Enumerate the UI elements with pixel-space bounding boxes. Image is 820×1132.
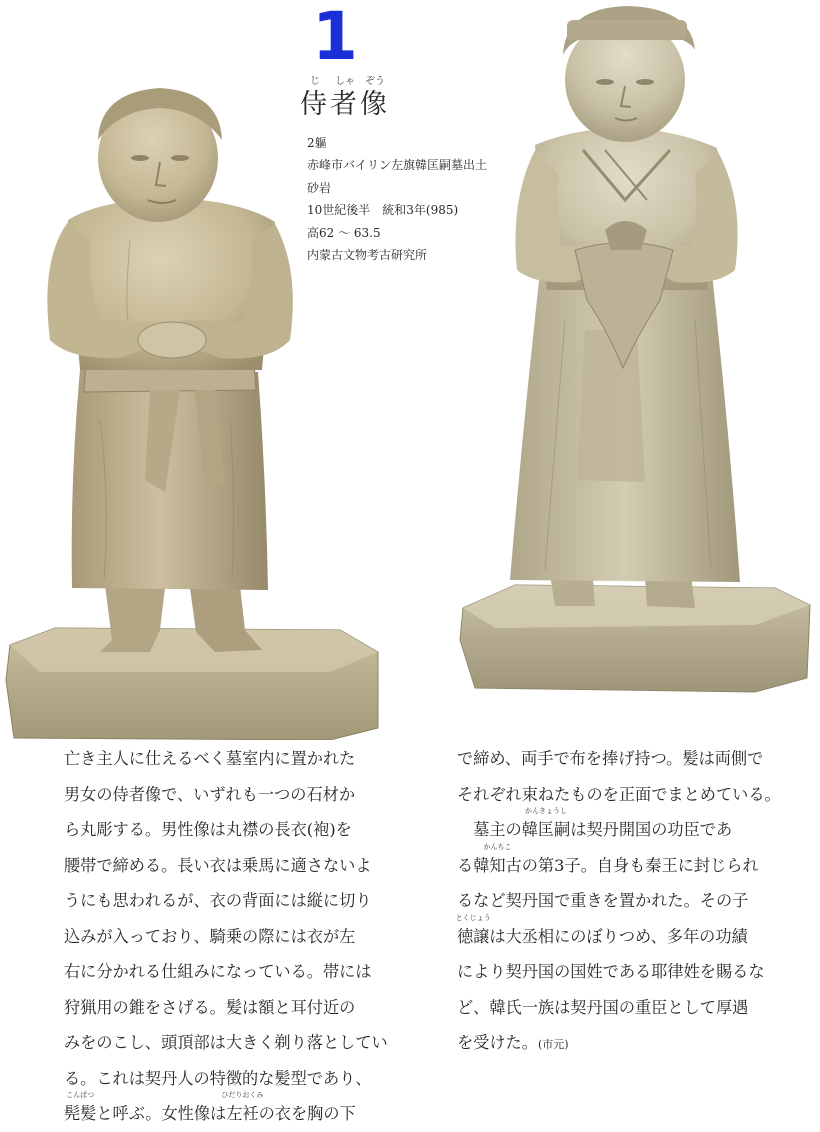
title-ruby-1: じ	[310, 76, 320, 87]
body-line	[457, 1025, 797, 1063]
body-line: 亡き主人に仕えるべく墓室内に置かれた	[64, 749, 356, 768]
title-ruby-2: しゃ	[335, 76, 355, 87]
ruby-base: 韓匡嗣	[521, 820, 571, 839]
meta-material: 砂岩	[307, 180, 332, 195]
ruby-word	[221, 1091, 264, 1132]
body-text-run: は大丞相にのぼりつめ、多年の功績	[489, 926, 748, 946]
body-line: ら丸彫する。男性像は丸襟の長衣(袍)を	[64, 820, 352, 839]
male-attendant-statue-image	[0, 40, 390, 740]
ruby-base: 髡髪	[64, 1104, 97, 1123]
body-text-run: の衣を胸の下	[258, 1104, 356, 1123]
ruby-text: とくじょう	[455, 913, 491, 922]
body-line: で締め、両手で布を捧げ持つ。髪は両側で	[457, 749, 764, 768]
ruby-word	[64, 1091, 97, 1132]
body-line	[455, 913, 797, 955]
body-line: により契丹国の国姓である耶律姓を賜るな	[457, 962, 765, 981]
body-text-run: と呼ぶ。女性像は	[96, 1104, 227, 1123]
ruby-word	[521, 807, 571, 848]
ruby-base: 徳譲	[457, 926, 490, 946]
ruby-base: 左衽	[226, 1104, 259, 1123]
ruby-word	[455, 913, 491, 955]
body-line	[64, 1091, 436, 1132]
meta-provenance: 赤峰市バイリン左旗韓匡嗣墓出土	[307, 158, 488, 173]
ruby-text: かんちこ	[483, 842, 512, 851]
body-line: 腰帯で締める。長い衣は乗馬に適さないよ	[64, 855, 372, 875]
catalog-number: 1	[312, 0, 358, 75]
female-attendant-statue-image	[455, 0, 820, 695]
body-text-right-column	[457, 741, 797, 1063]
author-signature: (市元)	[537, 1038, 569, 1051]
body-text-run: 墓主の	[473, 820, 522, 839]
body-line: 狩猟用の錐をさげる。髪は額と耳付近の	[64, 997, 356, 1017]
body-line: るなど契丹国で重きを置かれた。その子	[457, 891, 749, 910]
meta-date: 10世紀後半 統和3年(985)	[307, 203, 459, 218]
ruby-base: 韓知古	[473, 855, 522, 875]
meta-collection: 内蒙古文物考古研究所	[307, 248, 428, 263]
ruby-text: ひだりおくみ	[221, 1091, 264, 1099]
body-text-run: る	[457, 855, 474, 875]
ruby-text: こんぱつ	[66, 1091, 95, 1099]
meta-count: 2軀	[307, 136, 327, 150]
body-line: うにも思われるが、衣の背面には縦に切り	[64, 891, 372, 910]
page-title: 侍者像	[300, 89, 390, 120]
meta-height: 高62 ～ 63.5	[307, 225, 381, 240]
body-line: 男女の侍者像で、いずれも一つの石材か	[64, 784, 356, 804]
ruby-word	[473, 842, 522, 884]
body-line: みをのこし、頭頂部は大きく剃り落としてい	[64, 1033, 388, 1052]
title-ruby-3: ぞう	[365, 76, 385, 87]
ruby-text: かんきょうし	[525, 807, 568, 815]
body-line	[457, 842, 797, 884]
body-text-run: を受けた。	[457, 1033, 538, 1052]
body-line: 込みが入っており、騎乗の際には衣が左	[64, 926, 356, 946]
body-line: る。これは契丹人の特徴的な髪型であり、	[64, 1068, 372, 1088]
body-line: 右に分かれる仕組みになっている。帯には	[64, 962, 372, 981]
body-text-left-column	[64, 741, 436, 1132]
body-line: それぞれ束ねたものを正面でまとめている。	[457, 784, 781, 804]
body-text-run: の第3子。自身も秦王に封じられ	[521, 855, 759, 875]
body-text-run: は契丹開国の功臣であ	[570, 820, 733, 839]
body-line: ど、韓氏一族は契丹国の重臣として厚遇	[457, 997, 749, 1017]
